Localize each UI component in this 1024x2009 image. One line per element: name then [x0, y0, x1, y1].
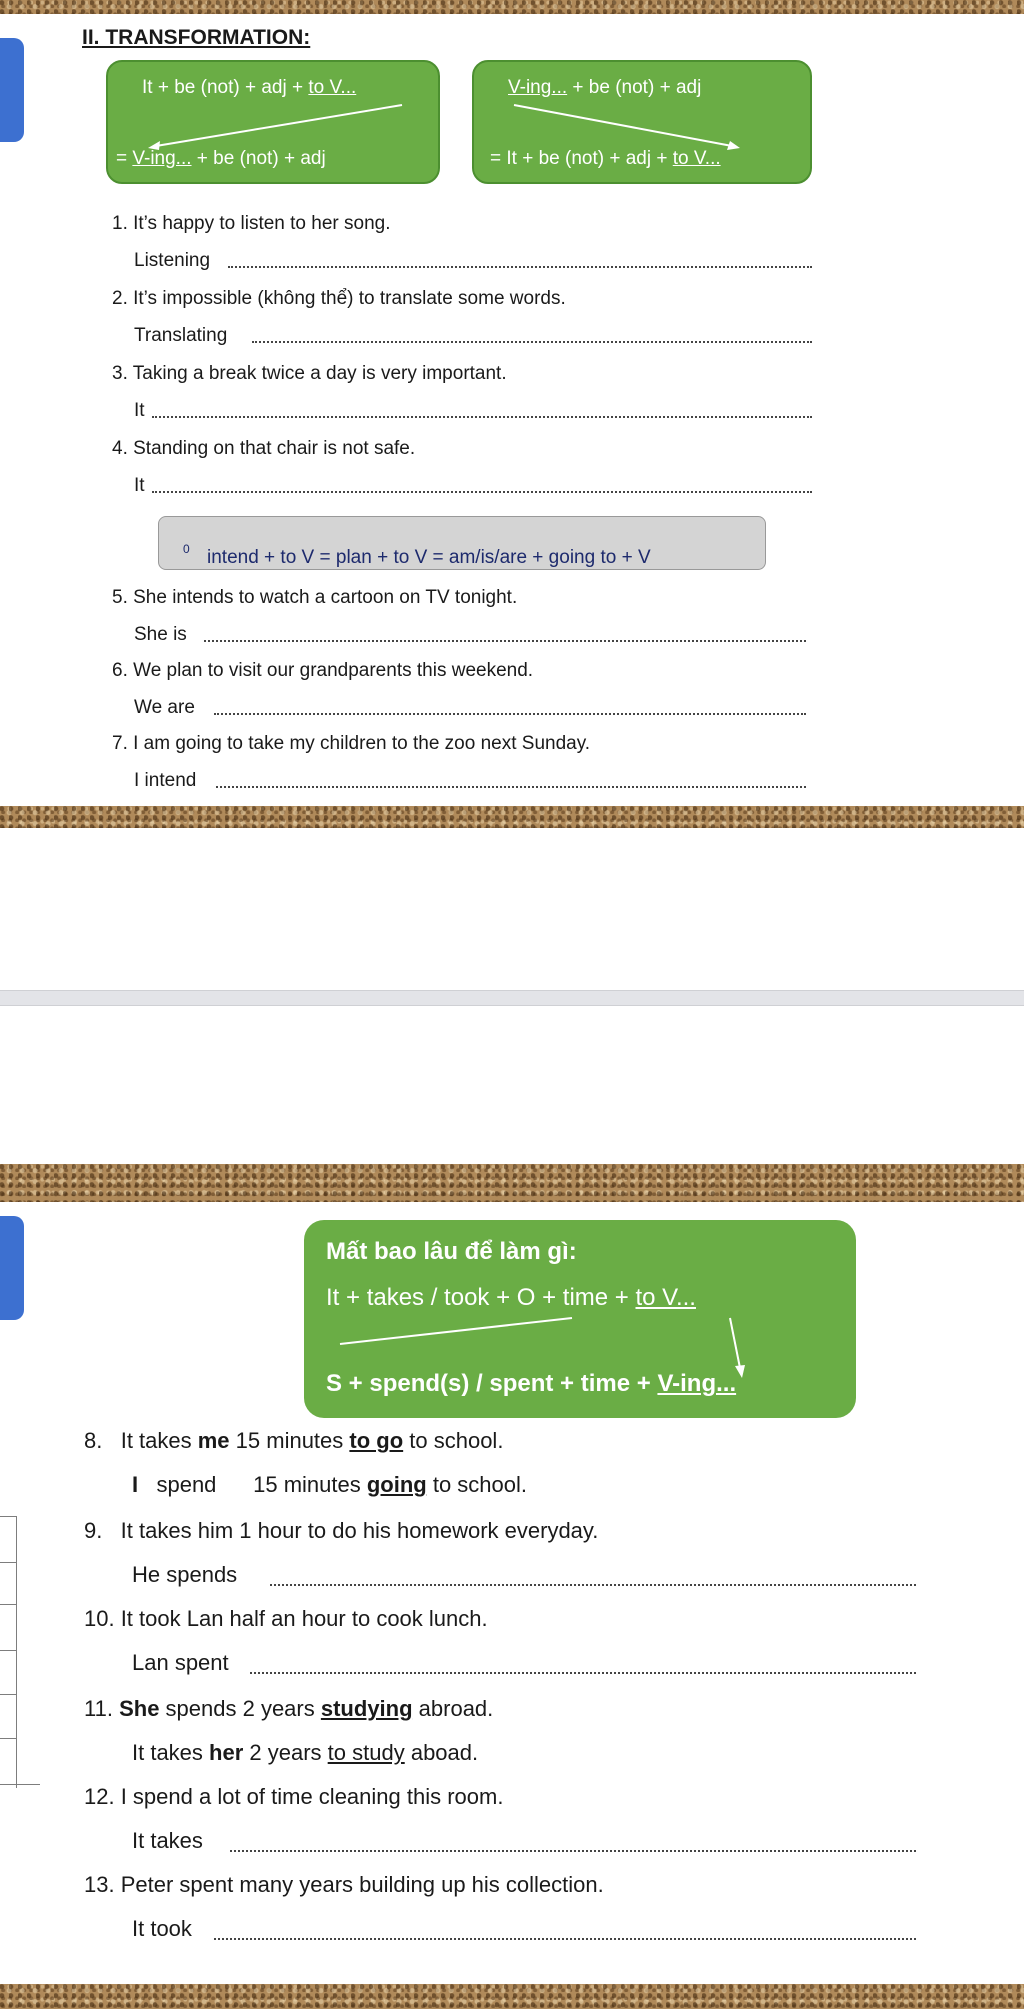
time-box-line-2: S + spend(s) / spent + time + V-ing... [326, 1370, 737, 1397]
question-6: 6. We plan to visit our grandparents this weekend. [112, 660, 534, 681]
page-tab-marker-2 [0, 1216, 24, 1320]
answer-prefix-9: He spends [132, 1562, 238, 1587]
page-divider [0, 990, 1024, 1006]
answer-line-1[interactable] [228, 266, 812, 268]
answer-prefix-2: Translating [134, 325, 228, 346]
table-edge-vertical [16, 1516, 17, 1788]
answer-line-7[interactable] [216, 786, 806, 788]
section-heading: II. TRANSFORMATION: [82, 26, 311, 49]
formula-left-bottom: = V-ing... + be (not) + adj [116, 148, 326, 169]
question-2: 2. It’s impossible (không thể) to translate some words. [112, 288, 566, 309]
question-1: 1. It’s happy to listen to her song. [112, 213, 391, 234]
table-edge-line [0, 1694, 16, 1695]
answer-line-3[interactable] [152, 416, 812, 418]
answer-line-12[interactable] [230, 1850, 916, 1852]
table-edge-line [0, 1650, 16, 1651]
cork-top-border [0, 0, 1024, 14]
question-5: 5. She intends to watch a cartoon on TV tonight. [112, 587, 518, 608]
rule-text: intend + to V = plan + to V = am/is/are + going to + V $_0$ [183, 541, 651, 568]
answer-prefix-7: I intend [134, 770, 197, 791]
answer-line-4[interactable] [152, 491, 812, 493]
answer-prefix-10: Lan spent [132, 1650, 229, 1675]
formula-right-top: V-ing... + be (not) + adj [508, 77, 702, 98]
formula-right-bottom: = It + be (not) + adj + to V... [490, 148, 721, 169]
answer-8: I spend 15 minutes going to school. [132, 1472, 527, 1497]
question-7: 7. I am going to take my children to the zoo next Sunday. [112, 733, 591, 754]
rule-box [158, 516, 766, 570]
question-10: 10. It took Lan half an hour to cook lunch. [84, 1606, 488, 1631]
answer-prefix-4: It [134, 475, 145, 496]
page-tab-marker [0, 38, 24, 142]
question-11: 11. She spends 2 years studying abroad. [84, 1696, 494, 1721]
formula-box-left [106, 60, 440, 184]
cork-middle-border [0, 806, 1024, 828]
table-edge-line [0, 1604, 16, 1605]
question-3: 3. Taking a break twice a day is very important. [112, 363, 507, 384]
answer-prefix-6: We are [134, 697, 195, 718]
answer-prefix-13: It took [132, 1916, 192, 1941]
formula-box-right [472, 60, 812, 184]
answer-line-13[interactable] [214, 1938, 916, 1940]
answer-line-5[interactable] [204, 640, 806, 642]
table-edge-line [0, 1738, 16, 1739]
table-edge-line [0, 1784, 40, 1785]
question-9: 9. It takes him 1 hour to do his homework everyday. [84, 1518, 599, 1543]
question-8: 8. It takes me 15 minutes to go to school. [84, 1428, 504, 1453]
time-box-title: Mất bao lâu để làm gì: [326, 1238, 577, 1265]
answer-prefix-3: It [134, 400, 145, 421]
formula-left-top: It + be (not) + adj + to V... [142, 77, 357, 98]
answer-prefix-5: She is [134, 624, 187, 645]
answer-11: It takes her 2 years to study aboad. [132, 1740, 479, 1765]
answer-prefix-12: It takes [132, 1828, 203, 1853]
question-12: 12. I spend a lot of time cleaning this room. [84, 1784, 504, 1809]
time-box-line-1: It + takes / took + O + time + to V... [326, 1284, 696, 1311]
answer-line-10[interactable] [250, 1672, 916, 1674]
answer-prefix-1: Listening [134, 250, 211, 271]
table-edge-line [0, 1516, 16, 1517]
question-13: 13. Peter spent many years building up his collection. [84, 1872, 604, 1897]
answer-line-2[interactable] [252, 341, 812, 343]
question-4: 4. Standing on that chair is not safe. [112, 438, 416, 459]
answer-line-6[interactable] [214, 713, 806, 715]
answer-line-9[interactable] [270, 1584, 916, 1586]
table-edge-line [0, 1562, 16, 1563]
cork-upper-border [0, 1164, 1024, 1202]
cork-bottom-border [0, 1984, 1024, 2009]
formula-box-time [304, 1220, 856, 1418]
